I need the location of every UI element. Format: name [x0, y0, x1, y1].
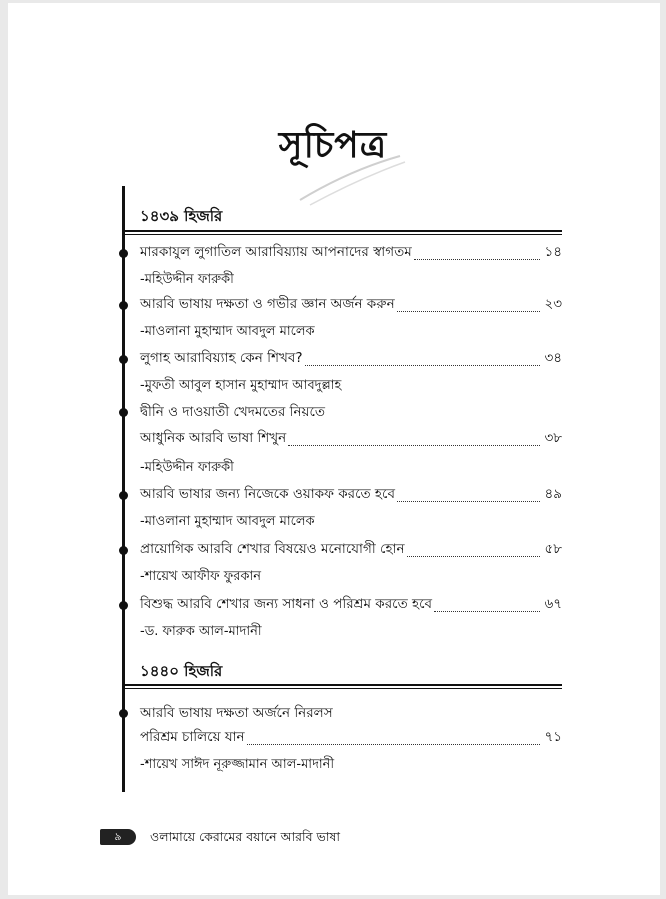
entry-title: আরবি ভাষার জন্য নিজেকে ওয়াকফ করতে হবে — [140, 486, 395, 502]
footer-page-number: ৯ — [100, 829, 136, 845]
bullet-icon — [119, 709, 128, 718]
dot-leader — [397, 311, 541, 312]
entry-title-line[interactable]: আরবি ভাষায় দক্ষতা অর্জনে নিরলস — [140, 705, 333, 721]
entry-page: ১৪ — [544, 244, 562, 260]
dot-leader — [247, 744, 541, 745]
section-divider — [122, 230, 562, 232]
section-divider — [122, 684, 562, 686]
entry-page: ২৩ — [544, 296, 562, 312]
bullet-icon — [119, 546, 128, 555]
toc-entry[interactable] — [140, 294, 562, 318]
entry-author: -মাওলানা মুহাম্মাদ আবদুল মালেক — [140, 514, 315, 529]
entry-author: -মহিউদ্দীন ফারুকী — [140, 272, 234, 287]
entry-author: -মহিউদ্দীন ফারুকী — [140, 460, 234, 475]
toc-entry[interactable] — [140, 428, 562, 452]
footer-book-title: ওলামায়ে কেরামের বয়ানে আরবি ভাষা — [150, 829, 341, 844]
bullet-icon — [119, 408, 128, 417]
bullet-icon — [119, 491, 128, 500]
entry-page: ৩৪ — [544, 350, 562, 366]
toc-entry[interactable] — [140, 484, 562, 508]
toc-entry[interactable] — [140, 348, 562, 372]
dot-leader — [288, 445, 540, 446]
entry-page: ৪৯ — [544, 486, 562, 502]
entry-title: লুগাহ আরাবিয়্যাহ কেন শিখব? — [140, 350, 303, 366]
entry-author: -শায়েখ আফীফ ফুরকান — [140, 569, 261, 584]
entry-author: -মাওলানা মুহাম্মাদ আবদুল মালেক — [140, 324, 315, 339]
entry-title: আধুনিক আরবি ভাষা শিখুন — [140, 430, 287, 446]
toc-entry[interactable] — [140, 594, 562, 618]
dot-leader — [434, 611, 540, 612]
entry-author: -মুফতী আবুল হাসান মুহাম্মাদ আবদুল্লাহ — [140, 378, 342, 393]
section-divider-thin — [122, 234, 562, 235]
dot-leader — [407, 556, 541, 557]
section-year: ১৪৪০ হিজরি — [140, 662, 223, 680]
entry-page: ৩৮ — [544, 430, 562, 446]
toc-entry[interactable] — [140, 242, 562, 266]
entry-title: মারকাযুল লুগাতিল আরাবিয়্যায় আপনাদের স্বাগতম — [140, 244, 412, 260]
entry-page: ৭১ — [544, 729, 562, 745]
entry-author: -ড. ফারুক আল-মাদানী — [140, 624, 262, 639]
bullet-icon — [119, 249, 128, 258]
toc-entry[interactable] — [140, 539, 562, 563]
dot-leader — [305, 365, 541, 366]
entry-page: ৬৭ — [544, 596, 562, 612]
dot-leader — [397, 501, 541, 502]
section-divider-thin — [122, 688, 562, 689]
bullet-icon — [119, 601, 128, 610]
vertical-rule-section-2 — [122, 682, 125, 792]
dot-leader — [414, 259, 541, 260]
page-title: সূচিপত্র — [278, 124, 388, 166]
bullet-icon — [119, 301, 128, 310]
entry-page: ৫৮ — [544, 541, 562, 557]
entry-title: প্রায়োগিক আরবি শেখার বিষয়েও মনোযোগী হোন — [140, 541, 405, 557]
entry-title: পরিশ্রম চালিয়ে যান — [140, 729, 245, 745]
entry-title: আরবি ভাষায় দক্ষতা ও গভীর জ্ঞান অর্জন করুন — [140, 296, 395, 312]
entry-title-line[interactable]: দ্বীনি ও দাওয়াতী খেদমতের নিয়তে — [140, 404, 326, 420]
entry-author: -শায়েখ সাঈদ নূরুজ্জামান আল-মাদানী — [140, 757, 335, 772]
toc-entry[interactable] — [140, 727, 562, 751]
entry-title: বিশুদ্ধ আরবি শেখার জন্য সাধনা ও পরিশ্রম করতে হবে — [140, 596, 433, 612]
bullet-icon — [119, 355, 128, 364]
section-year: ১৪৩৯ হিজরি — [140, 207, 223, 225]
